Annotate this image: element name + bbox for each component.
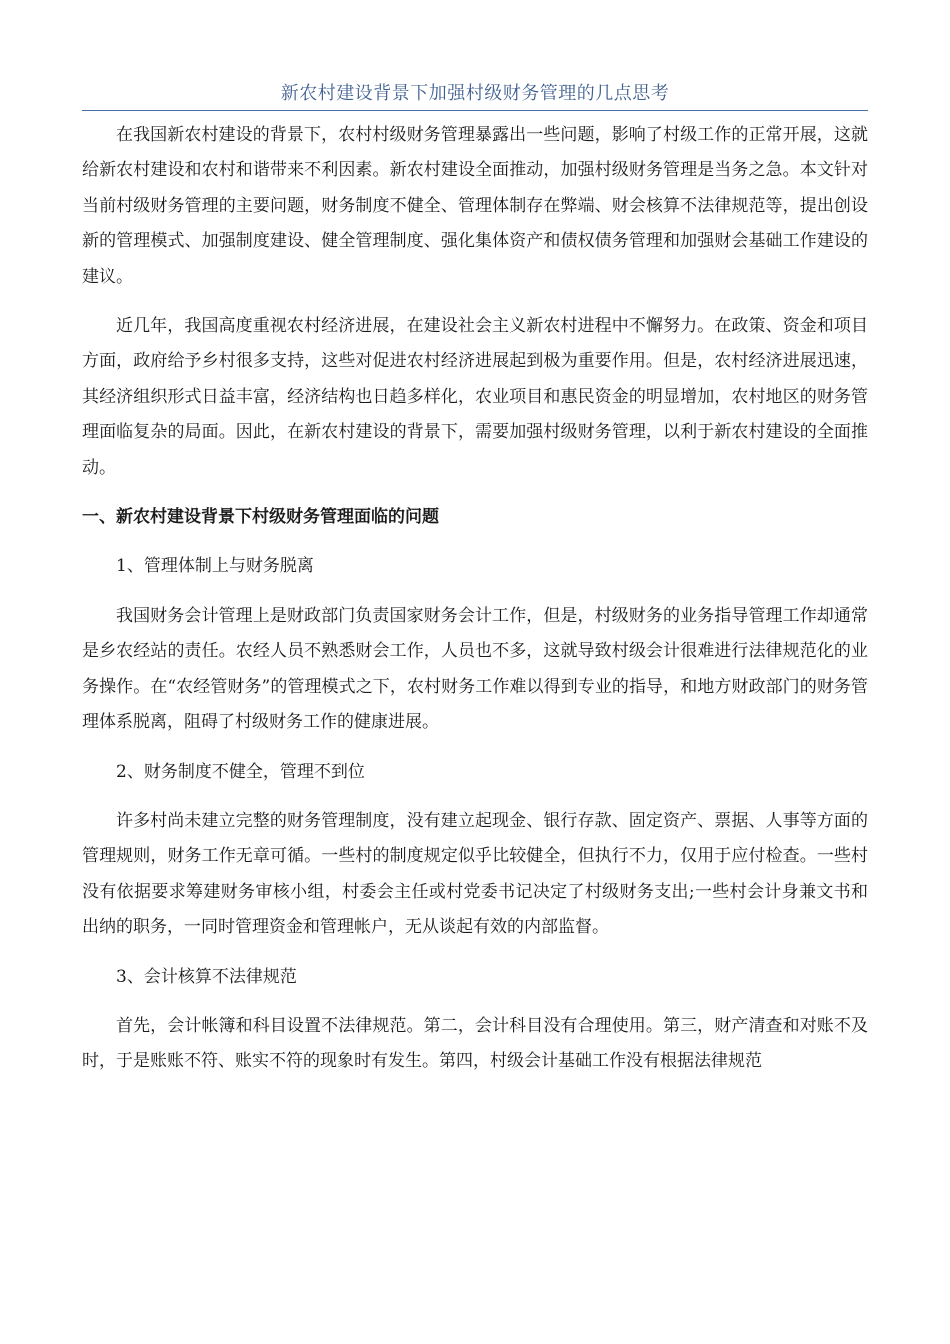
- page-header: [82, 78, 868, 111]
- subsection-3-paragraph: 首先，会计帐簿和科目设置不法律规范。第二，会计科目没有合理使用。第三，财产清查和对账不及时，于是账账不符、账实不符的现象时有发生。第四，村级会计基础工作没有根据法律规范: [82, 1015, 868, 1072]
- subsection-1-paragraph: 我国财务会计管理上是财政部门负责国家财务会计工作，但是，村级财务的业务指导管理工作却通常是乡农经站的责任。农经人员不熟悉财会工作，人员也不多，这就导致村级会计很难进行法律规范化的业务操作。在“农经管财务”的管理模式之下，农村财务工作难以得到专业的指导，和地方财政部门的财务管理体系脱离，阻碍了村级财务工作的健康进展。: [82, 605, 868, 733]
- document-title: 新农村建设背景下加强村级财务管理的几点思考: [280, 83, 670, 104]
- subsection-heading-3: 3、会计核算不法律规范: [116, 966, 297, 987]
- subsection-heading-2: 2、财务制度不健全，管理不到位: [116, 761, 365, 782]
- intro-paragraph: 在我国新农村建设的背景下，农村村级财务管理暴露出一些问题，影响了村级工作的正常开展，这就给新农村建设和农村和谐带来不利因素。新农村建设全面推动，加强村级财务管理是当务之急。本文针对当前村级财务管理的主要问题，财务制度不健全、管理体制存在弊端、财会核算不法律规范等，提出创设新的管理模式、加强制度建设、健全管理制度、强化集体资产和债权债务管理和加强财会基础工作建设的建议。: [82, 125, 868, 287]
- background-paragraph: 近几年，我国高度重视农村经济进展，在建设社会主义新农村进程中不懈努力。在政策、资金和项目方面，政府给予乡村很多支持，这些对促进农村经济进展起到极为重要作用。但是，农村经济进展迅速，其经济组织形式日益丰富，经济结构也日趋多样化，农业项目和惠民资金的明显增加，农村地区的财务管理面临复杂的局面。因此，在新农村建设的背景下，需要加强村级财务管理，以利于新农村建设的全面推动。: [82, 316, 868, 478]
- document-body: [82, 118, 868, 1094]
- subsection-2-paragraph: 许多村尚未建立完整的财务管理制度，没有建立起现金、银行存款、固定资产、票据、人事等方面的管理规则，财务工作无章可循。一些村的制度规定似乎比较健全，但执行不力，仅用于应付检查。一些村没有依据要求筹建财务审核小组，村委会主任或村党委书记决定了村级财务支出;一些村会计身兼文书和出纳的职务，一同时管理资金和管理帐户，无从谈起有效的内部监督。: [82, 810, 868, 938]
- subsection-heading-1: 1、管理体制上与财务脱离: [116, 556, 314, 577]
- section-heading: 一、新农村建设背景下村级财务管理面临的问题: [82, 507, 439, 528]
